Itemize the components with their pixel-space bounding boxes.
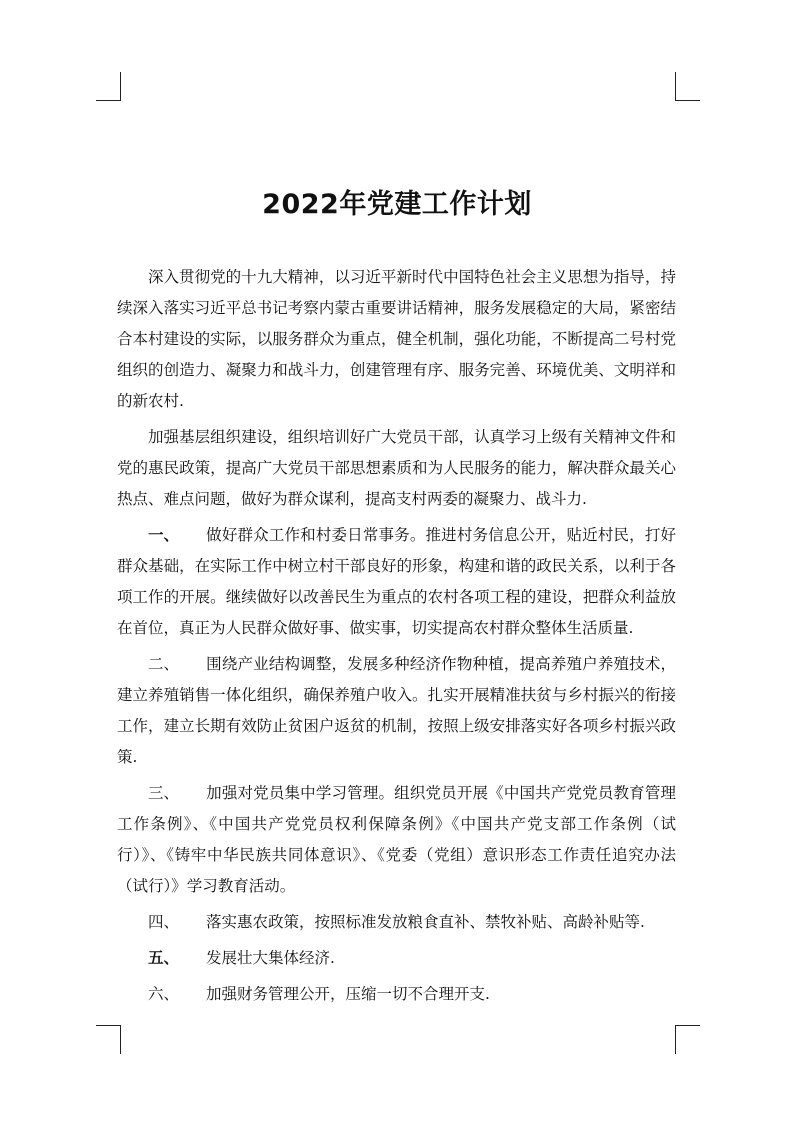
item-number: 三、: [148, 784, 180, 802]
item-text: 做好群众工作和村委日常事务。推进村务信息公开，贴近村民，打好群众基础，在实际工作中树立村干部良好的形象，构建和谐的政民关系，以利于各项工作的开展。继续做好以改善民生为重点的农村各项工程的建设，把群众利益放在首位，真正为人民群众做好事、做实事，切实提高农村群众整体生活质量.: [117, 526, 676, 637]
plan-item-2: [117, 649, 676, 773]
crop-mark-bottom-right: [675, 1025, 700, 1054]
plan-item-5: [117, 943, 676, 974]
plan-item-3: [117, 778, 676, 902]
item-number: 二、: [148, 655, 180, 673]
item-text: 围绕产业结构调整，发展多种经济作物种植，提高养殖户养殖技术，建立养殖销售一体化组织，确保养殖户收入。扎实开展精准扶贫与乡村振兴的衔接工作，建立长期有效防止贫困户返贫的机制，按照上级安排落实好各项乡村振兴政策.: [117, 655, 676, 766]
item-number: 四、: [148, 913, 180, 931]
item-number: 一、: [148, 526, 180, 544]
document-body: [117, 262, 676, 1015]
organization-paragraph: 加强基层组织建设，组织培训好广大党员干部，认真学习上级有关精神文件和党的惠民政策，提高广大党员干部思想素质和为人民服务的能力，解决群众最关心热点、难点问题，做好为群众谋利，提高支村两委的凝聚力、战斗力.: [117, 428, 676, 508]
plan-item-1: [117, 520, 676, 644]
crop-mark-top-right: [675, 72, 700, 101]
intro-paragraph: 深入贯彻党的十九大精神，以习近平新时代中国特色社会主义思想为指导，持续深入落实习近平总书记考察内蒙古重要讲话精神，服务发展稳定的大局，紧密结合本村建设的实际，以服务群众为重点，健全机制，强化功能，不断提高二号村党组织的创造力、凝聚力和战斗力，创建管理有序、服务完善、环境优美、文明祥和的新农村.: [117, 268, 676, 410]
crop-mark-top-left: [96, 72, 121, 101]
crop-mark-bottom-left: [96, 1025, 121, 1054]
item-text: 加强财务管理公开，压缩一切不合理开支.: [206, 985, 490, 1003]
plan-item-6: [117, 979, 676, 1010]
item-number: 五、: [148, 949, 180, 967]
item-number: 六、: [148, 985, 180, 1003]
item-text: 落实惠农政策，按照标准发放粮食直补、禁牧补贴、高龄补贴等.: [206, 913, 645, 931]
document-title: 2022年党建工作计划: [262, 189, 532, 220]
item-text: 发展壮大集体经济.: [206, 949, 335, 967]
plan-item-4: [117, 907, 676, 938]
item-text: 加强对党员集中学习管理。组织党员开展《中国共产党党员教育管理工作条例》、《中国共产党党员权利保障条例》《中国共产党支部工作条例（试行）》、《铸牢中华民族共同体意识》、《党委（党组）意识形态工作责任追究办法（试行）》学习教育活动。: [117, 784, 676, 895]
